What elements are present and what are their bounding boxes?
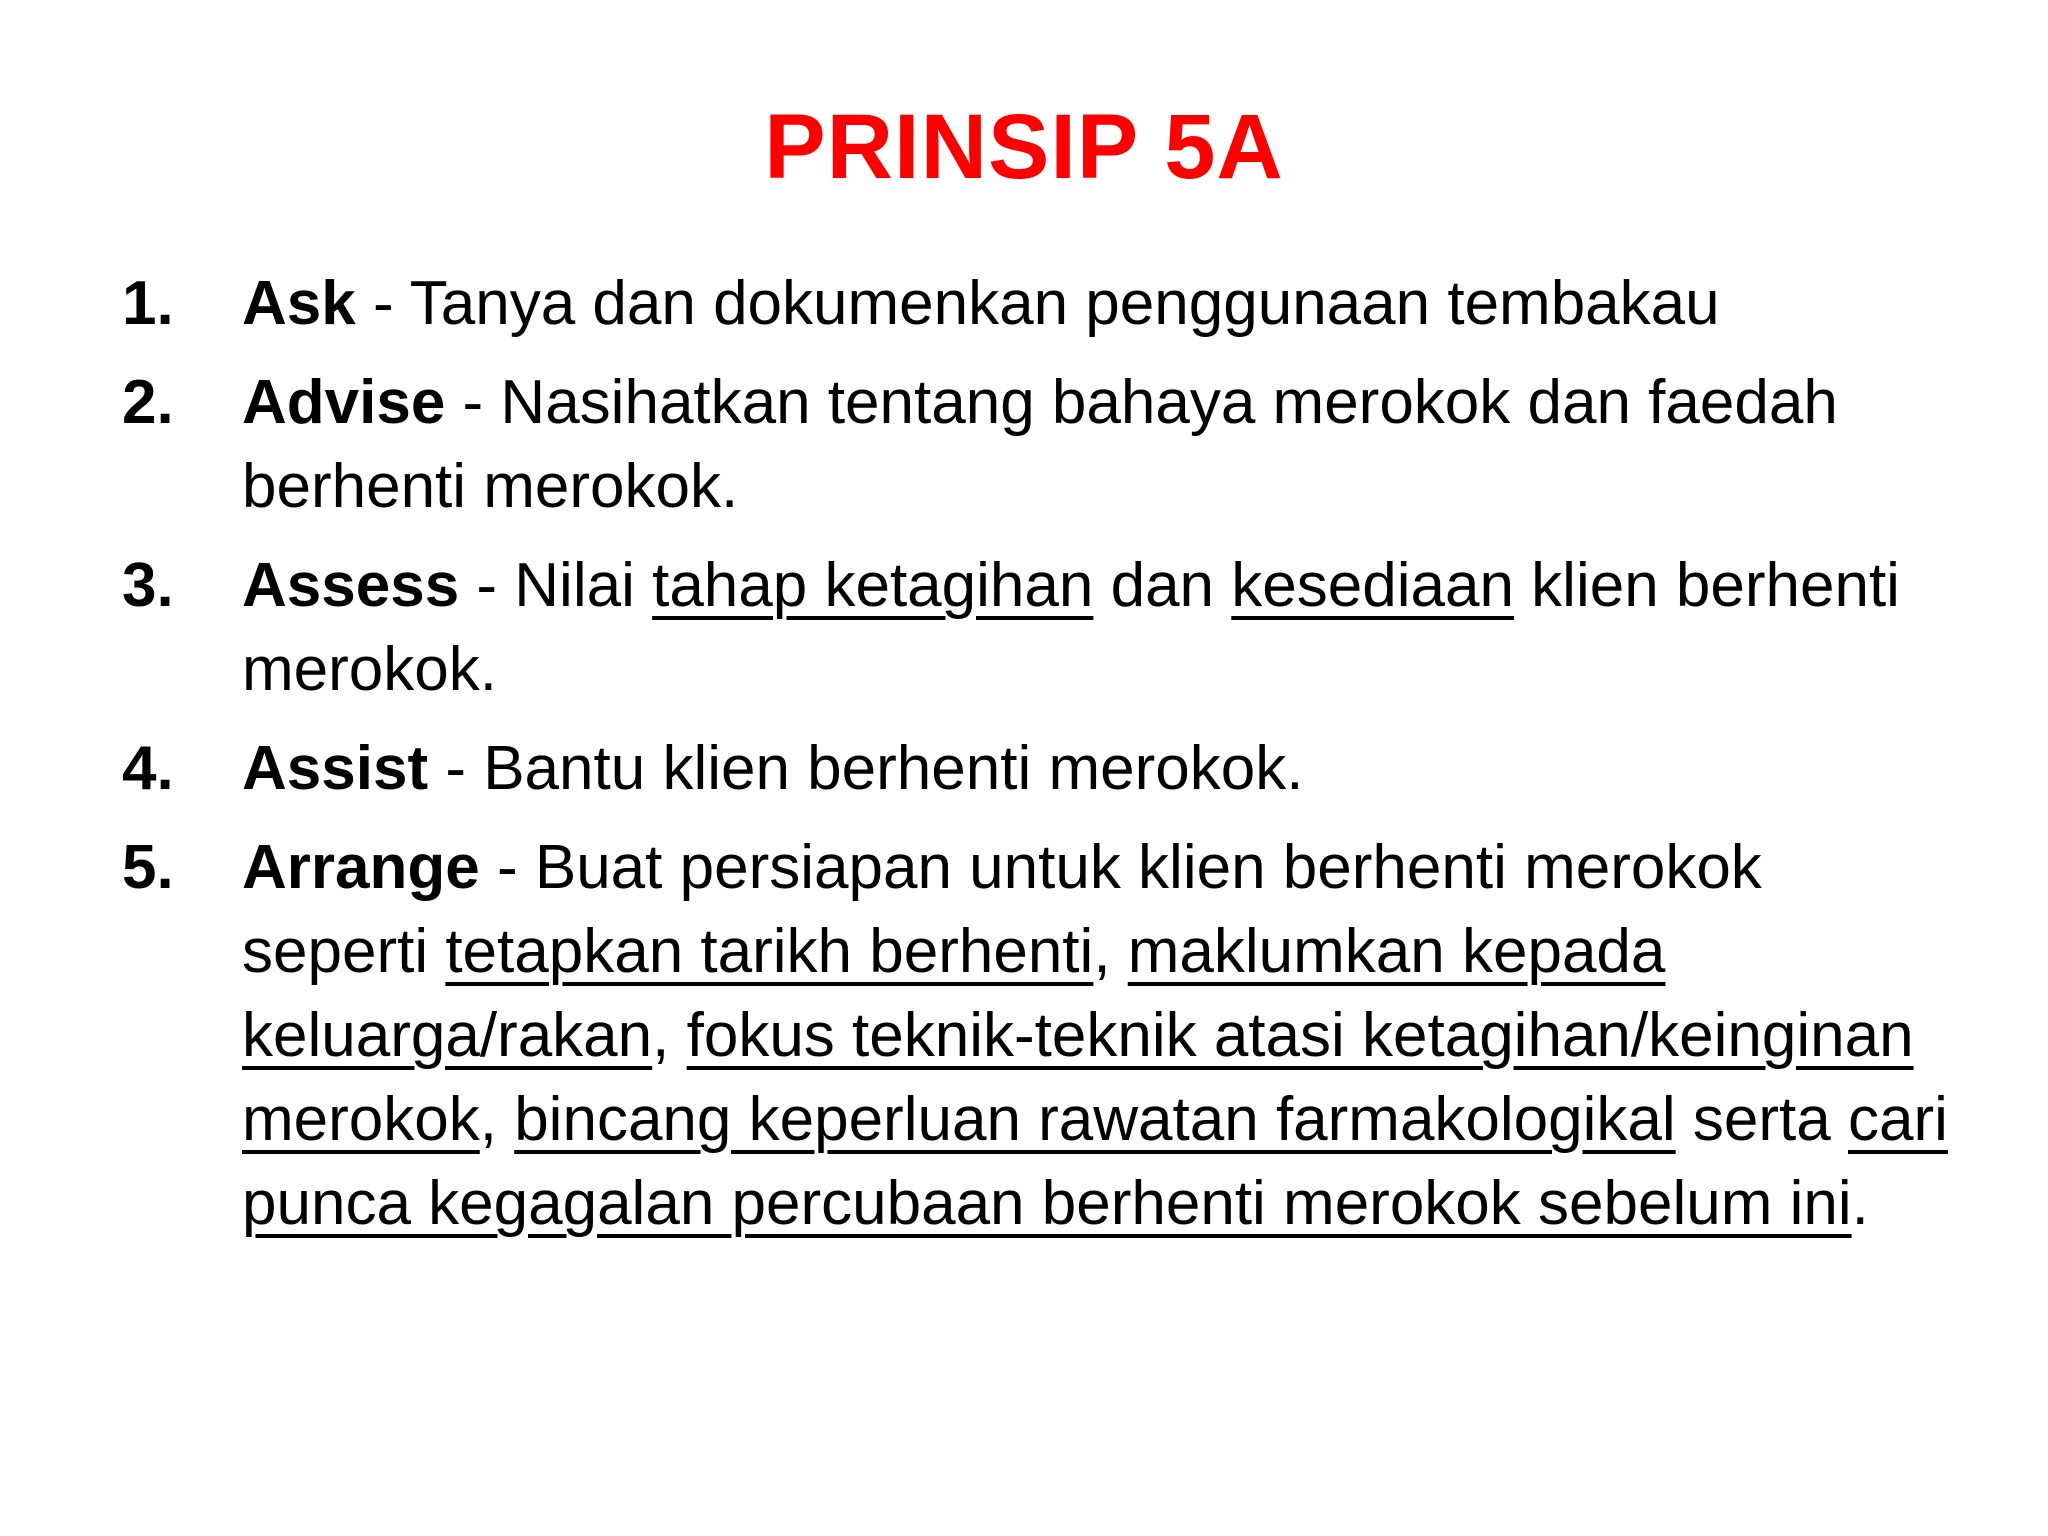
- underlined-phrase: bincang keperluan rawatan farmakologikal: [514, 1085, 1676, 1154]
- list-item-ask: [122, 262, 1952, 346]
- underlined-phrase: maklumkan kepada keluarga/rakan: [242, 917, 1666, 1070]
- item-number: 1.: [122, 269, 174, 338]
- item-term: Arrange: [242, 833, 480, 902]
- item-text: ,: [1093, 917, 1128, 986]
- item-number: 4.: [122, 734, 174, 803]
- item-number: 5.: [122, 833, 174, 902]
- item-term: Assist: [242, 734, 429, 803]
- list-item-arrange: [122, 826, 1952, 1246]
- list-item-assist: [122, 727, 1952, 811]
- item-term: Assess: [242, 551, 460, 620]
- item-text: serta: [1675, 1085, 1848, 1154]
- item-text: .: [1851, 1169, 1869, 1238]
- item-text: dan: [1093, 551, 1232, 620]
- item-text: ,: [652, 1001, 687, 1070]
- slide-title: PRINSIP 5A: [764, 96, 1284, 198]
- item-text: - Buat persiapan untuk klien berhenti merokok seperti: [242, 833, 1762, 986]
- underlined-phrase: kesediaan: [1231, 551, 1514, 620]
- item-text: ,: [479, 1085, 515, 1154]
- list-item-advise: [122, 361, 1952, 529]
- item-text: - Tanya dan dokumenkan penggunaan tembakau: [355, 269, 1720, 338]
- item-text: - Nilai: [459, 551, 653, 620]
- item-text: - Bantu klien berhenti merokok.: [428, 734, 1304, 803]
- underlined-phrase: tahap ketagihan: [652, 551, 1094, 620]
- item-text: klien berhenti merokok.: [242, 551, 1900, 704]
- principle-list: [122, 262, 1952, 1261]
- item-number: 3.: [122, 551, 174, 620]
- underlined-phrase: fokus teknik-teknik atasi ketagihan/keinginan merokok: [242, 1001, 1914, 1154]
- underlined-phrase: cari punca kegagalan percubaan berhenti merokok sebelum ini: [242, 1085, 1948, 1238]
- item-term: Ask: [242, 269, 356, 338]
- item-text: - Nasihatkan tentang bahaya merokok dan faedah berhenti merokok.: [242, 368, 1838, 521]
- item-term: Advise: [242, 368, 446, 437]
- list-item-assess: [122, 544, 1952, 712]
- item-number: 2.: [122, 368, 174, 437]
- underlined-phrase: tetapkan tarikh berhenti: [445, 917, 1094, 986]
